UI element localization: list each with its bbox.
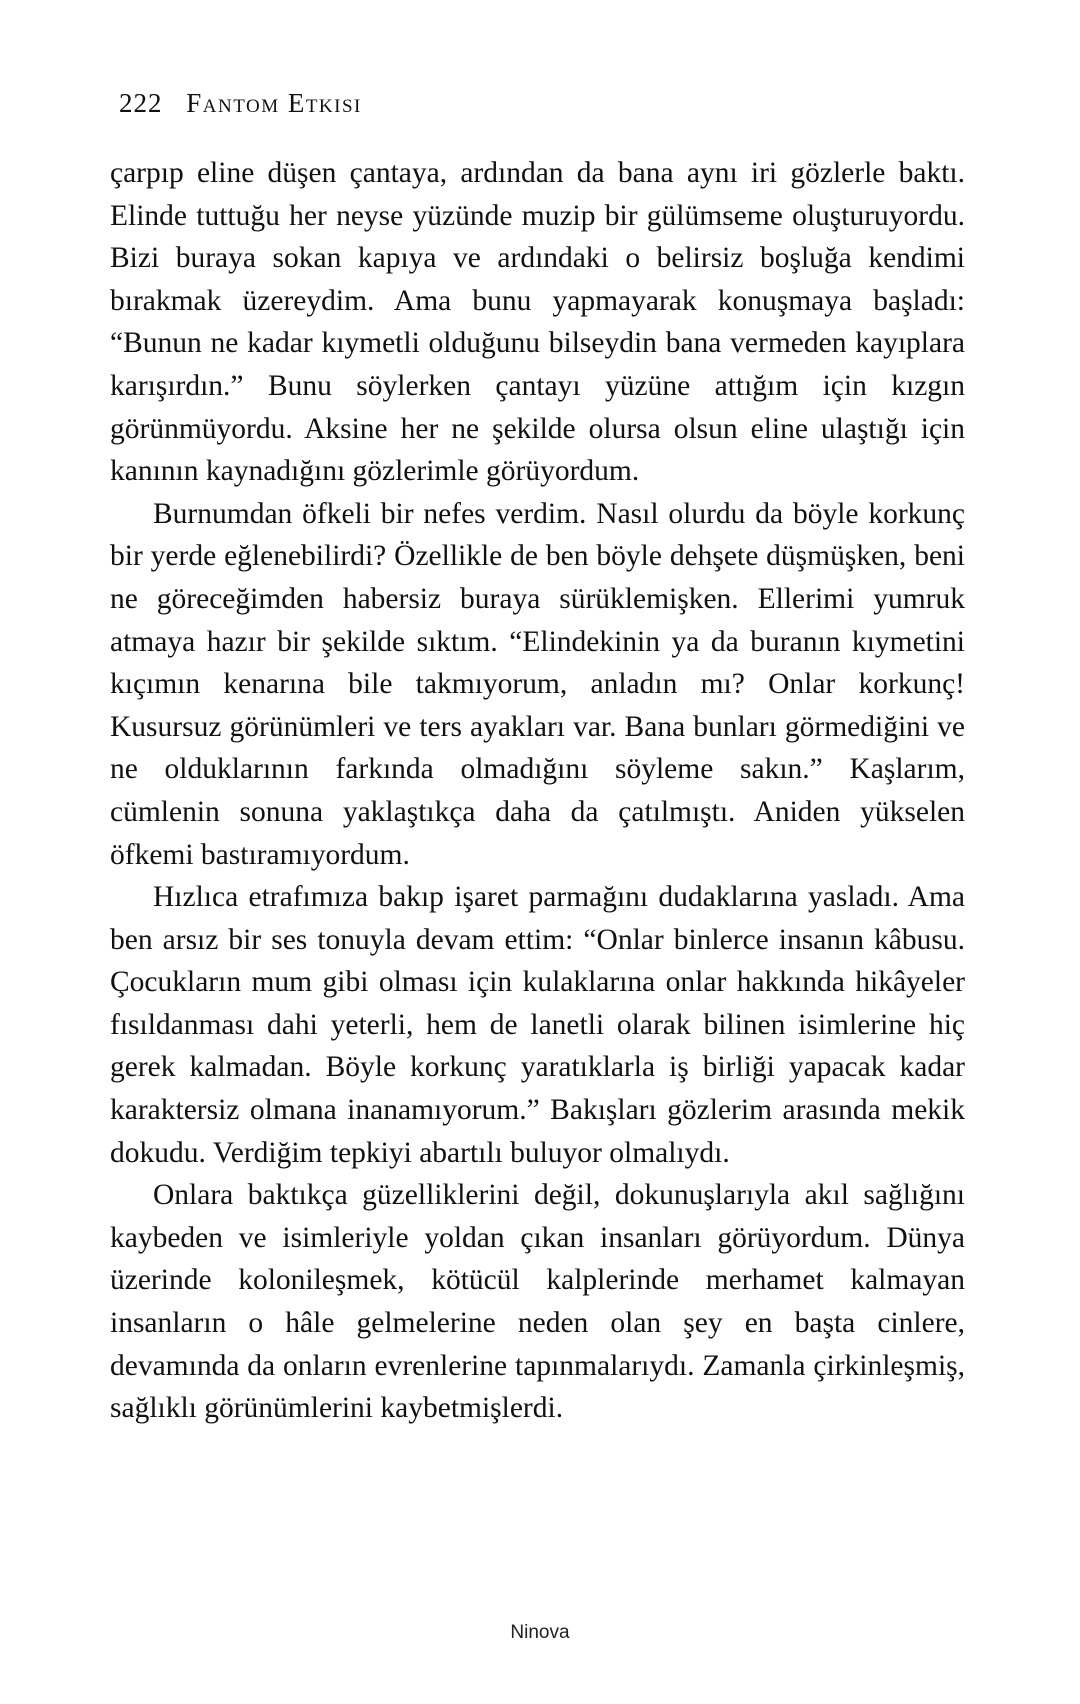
body-text xyxy=(110,152,965,1430)
paragraph: Burnumdan öfkeli bir nefes verdim. Nasıl olurdu da böyle korkunç bir yerde eğlenebilirdi? Özellikle de ben böyle dehşete düşmüşken, beni ne göreceğimden habersiz buraya sürüklemişken. Ellerimi yumruk atmaya hazır bir şekilde sıktım. “Elindekinin ya da buranın kıymetini kıçımın kenarına bile takmıyorum, anladın mı? Onlar korkunç! Kusursuz görünümleri ve ters ayakları var. Bana bunları görmediğini ve ne olduklarının farkında olmadığını söyleme sakın.” Kaşlarım, cümlenin sonuna yaklaştıkça daha da çatılmıştı. Aniden yükselen öfkemi bastıramıyordum. xyxy=(110,497,965,871)
book-title: Fantom Etkisi xyxy=(186,88,362,118)
running-header xyxy=(119,88,362,119)
publisher-footer: Ninova xyxy=(510,1622,570,1643)
paragraph-continued: çarpıp eline düşen çantaya, ardından da bana aynı iri gözlerle baktı. Elinde tuttuğu her neyse yüzünde muzip bir gülümseme oluşturuyordu. Bizi buraya sokan kapıya ve ardındaki o belirsiz boşluğa kendimi bırakmak üzereydim. Ama bunu yapmayarak konuşmaya başladı: “Bunun ne kadar kıymetli olduğunu bilseydin bana vermeden kayıplara karışırdın.” Bunu söylerken çantayı yüzüne attığım için kızgın görünmüyordu. Aksine her ne şekilde olursa olsun eline ulaştığı için kanının kaynadığını gözlerimle görüyordum. xyxy=(110,157,965,488)
paragraph: Onlara baktıkça güzelliklerini değil, dokunuşlarıyla akıl sağlığını kaybeden ve isimleriyle yoldan çıkan insanları görüyordum. Dünya üzerinde kolonileşmek, kötücül kalplerinde merhamet kalmayan insanların o hâle gelmelerine neden olan şey en başta cinlere, devamında da onların evrenlerine tapınmalarıydı. Zamanla çirkinleşmiş, sağlıklı görünümlerini kaybetmişlerdi. xyxy=(110,1179,965,1425)
paragraph: Hızlıca etrafımıza bakıp işaret parmağını dudaklarına yasladı. Ama ben arsız bir ses tonuyla devam ettim: “Onlar binlerce insanın kâbusu. Çocukların mum gibi olması için kulaklarına onlar hakkında hikâyeler fısıldanması dahi yeterli, hem de lanetli olarak bilinen isimlerine hiç gerek kalmadan. Böyle korkunç yaratıklarla iş birliği yapacak kadar karaktersiz olmana inanamıyorum.” Bakışları gözlerim arasında mekik dokudu. Verdiğim tepkiyi abartılı buluyor olmalıydı. xyxy=(110,881,965,1169)
page-number: 222 xyxy=(119,88,163,118)
